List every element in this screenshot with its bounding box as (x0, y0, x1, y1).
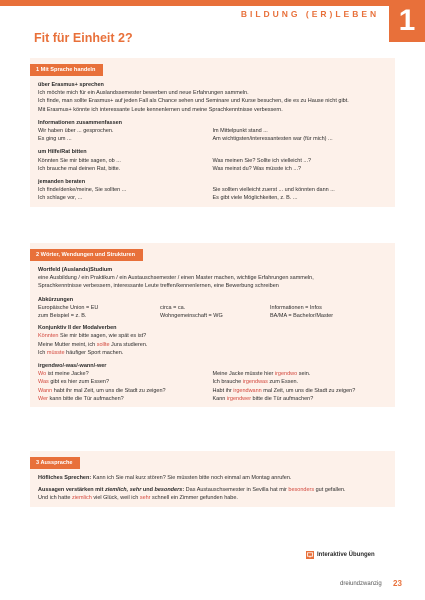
example-heading: Höfliches Sprechen: (38, 475, 92, 481)
example-text: zum Essen. (267, 379, 299, 386)
phrase: Ich brauche mal deinen Rat, bitte. (38, 165, 121, 172)
abbreviation: Europäische Union = EU (38, 304, 99, 311)
example-text: Ich (38, 349, 47, 356)
highlight: sehr (139, 495, 151, 502)
phrase: Es gibt viele Möglichkeiten, z. B. ... (212, 195, 298, 202)
interactive-exercises-link[interactable] (306, 551, 375, 559)
phrase: Ich finde/denke/meine, Sie sollten ... (38, 187, 127, 194)
example-text: bitte die Tür aufmachen? (251, 395, 314, 402)
example-line (213, 370, 388, 378)
example-text: Kann ich Sie mal kurz stören? Sie müssten bitte noch einmal am Montag anrufen. (91, 475, 292, 481)
example-heading: Aussagen verstärken mit (38, 487, 105, 494)
example-heading: : (182, 487, 185, 494)
text-line (38, 494, 387, 502)
section-label: 1 Mit Sprache handeln (30, 64, 103, 76)
example-text: Meine Mutter meint, ich (38, 341, 97, 348)
block-title: Informationen zusammenfassen (38, 119, 123, 126)
text-line (38, 474, 387, 482)
phrase: Was meinst du? Was müsste ich ...? (212, 165, 302, 172)
phrase: Was meinen Sie? Sollte ich vielleicht ...? (212, 157, 312, 164)
example-text: Das Austauschsemester in Sevilla hat mir (184, 487, 289, 494)
block-title: irgendwo/-was/-wann/-wer (38, 363, 107, 370)
interactive-exercises-label: Interaktive Übungen (317, 552, 375, 558)
block-title: Wortfeld (Auslands)Studium (38, 267, 113, 273)
top-bar (0, 0, 425, 30)
block-title: jemanden beraten (38, 179, 86, 186)
section-aussprache (30, 451, 395, 507)
abbreviation: Informationen = Infos (270, 304, 322, 311)
highlight: Wann (38, 387, 53, 394)
example-text: Jura studieren. (109, 341, 148, 348)
example-text: schnell ein Zimmer gefunden habe. (150, 495, 238, 502)
phrase: Am wichtigsten/interessantesten war (für mich) ... (212, 136, 333, 143)
block-title: Abkürzungen (38, 296, 74, 303)
highlight: müsste (46, 349, 65, 356)
example-heading: und (141, 487, 155, 494)
example-text: gibt es hier zum Essen? (48, 379, 110, 386)
abbreviation: BA/MA = Bachelor/Master (270, 313, 334, 320)
abbreviation: circa = ca. (160, 304, 186, 311)
screen-icon (306, 551, 314, 559)
chapter-label: BILDUNG (ER)LEBEN (240, 9, 380, 19)
example-line (38, 387, 213, 395)
block-title: Konjunktiv II der Modalverben (38, 325, 117, 332)
example-text: Habt ihr (212, 387, 234, 394)
example-text: gut gefallen. (314, 487, 346, 494)
example-text: viel Glück, weil ich (91, 495, 140, 502)
highlight: irgendwo (274, 371, 298, 378)
highlight: Wer (38, 395, 48, 402)
highlight: sollte (96, 341, 110, 348)
example-text: sein. (297, 371, 311, 378)
example-line (38, 332, 387, 340)
page-title: Fit für Einheit 2? (34, 31, 133, 45)
text-line: eine Ausbildung / ein Praktikum / ein Austauschsemester / einen Master machen, wichtige Erfahrungen sammeln, (38, 275, 314, 282)
text-line: Sprachkenntnisse verbessern, interessante Leute treffen/kennenlernen, eine Bewerbung schreiben (38, 283, 279, 290)
highlight: irgendwann (233, 387, 262, 394)
block-title: um Hilfe/Rat bitten (38, 149, 87, 156)
example-text: Meine Jacke müsste hier (212, 371, 275, 378)
example-line (38, 378, 213, 386)
phrase: Wir haben über ... gesprochen. (38, 128, 114, 135)
phrase: Ich schlage vor, ... (38, 195, 83, 202)
top-band (0, 0, 425, 6)
section-label: 3 Aussprache (30, 457, 80, 469)
abbreviation: zum Beispiel = z. B. (38, 313, 87, 320)
abbreviation: Wohngemeinschaft = WG (160, 313, 223, 320)
example-line (38, 395, 213, 403)
example-heading: besonders (154, 487, 183, 494)
highlight: Was (38, 379, 49, 386)
example-text: mal Zeit, um uns die Stadt zu zeigen? (261, 387, 356, 394)
example-line (213, 378, 388, 386)
page-number: 23 (393, 579, 402, 588)
example-heading: ziemlich, sehr (104, 487, 142, 494)
example-text: Und ich hatte (38, 495, 72, 502)
example-text: Kann (212, 395, 227, 402)
example-text: Sie mir bitte sagen, wie spät es ist? (58, 333, 147, 340)
example-line (38, 349, 387, 357)
section-label: 2 Wörter, Wendungen und Strukturen (30, 249, 143, 261)
example-text: ist meine Jacke? (46, 371, 89, 378)
example-line (38, 370, 213, 378)
highlight: irgendwer (226, 395, 252, 402)
highlight: Wo (38, 371, 47, 378)
text-line: Ich finde, man sollte Erasmus+ auf jeden Fall als Chance sehen und Seminare und Kurse besuchen, die es zu Hause nicht gibt. (38, 98, 349, 105)
section-woerter-wendungen (30, 243, 395, 407)
text-line: Ich möchte mich für ein Auslandssemester bewerben und neue Erfahrungen sammeln. (38, 90, 249, 97)
example-text: häufiger Sport machen. (64, 349, 124, 356)
phrase: Es ging um ... (38, 136, 72, 143)
highlight: Könnten (38, 333, 59, 340)
chapter-number: 1 (389, 0, 425, 42)
page-number-words: dreiundzwanzig (340, 581, 382, 587)
example-text: habt ihr mal Zeit, um uns die Stadt zu zeigen? (52, 387, 166, 394)
section-mit-sprache-handeln (30, 58, 395, 207)
block-title: über Erasmus+ sprechen (38, 82, 104, 88)
example-text: kann bitte die Tür aufmachen? (47, 395, 124, 402)
phrase: Im Mittelpunkt stand ... (212, 128, 268, 135)
example-line (38, 341, 387, 349)
example-line (213, 387, 388, 395)
example-text: Ich brauche (212, 379, 243, 386)
highlight: ziemlich (71, 495, 92, 502)
phrase: Könnten Sie mir bitte sagen, ob ... (38, 157, 121, 164)
text-line (38, 486, 387, 494)
highlight: besonders (288, 487, 315, 494)
example-line (213, 395, 388, 403)
highlight: irgendwas (242, 379, 268, 386)
phrase: Sie sollten vielleicht zuerst ... und könnten dann ... (212, 187, 335, 194)
text-line: Mit Erasmus+ könnte ich interessante Leute kennenlernen und meine Sprachkenntnisse verbessern. (38, 106, 283, 113)
